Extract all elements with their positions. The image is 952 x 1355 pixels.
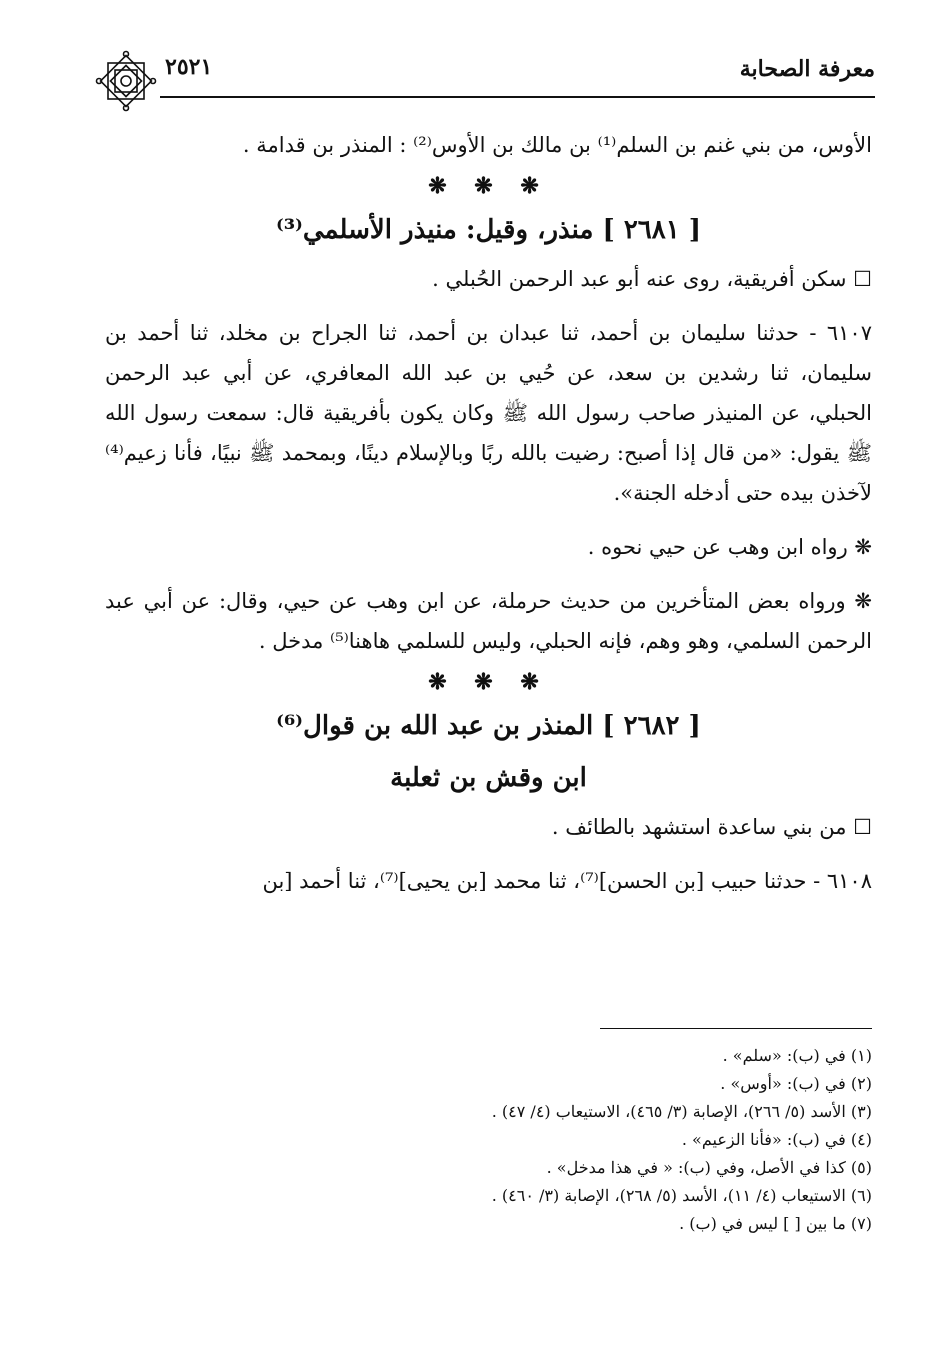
octagram-ornament-icon <box>95 50 157 112</box>
page-header <box>95 50 875 100</box>
section-separator: ❋ ❋ ❋ <box>428 173 549 199</box>
main-text <box>105 125 872 901</box>
entry-note-2682: ☐ من بني ساعدة استشهد بالطائف . <box>551 815 872 839</box>
entry-heading-2681: [ ٢٦٨١ ] منذر، وقيل: منيذر الأسلمي⁽³⁾ <box>275 215 702 245</box>
narration-note-1: ❋ رواه ابن وهب عن حيي نحوه . <box>587 535 872 559</box>
entry-note-2681: ☐ سكن أفريقية، روى عنه أبو عبد الرحمن الحُبلي . <box>432 267 872 291</box>
footnote: (٤) في (ب): «فأنا الزعيم» . <box>681 1130 872 1149</box>
running-title: معرفة الصحابة <box>739 56 875 82</box>
entry-heading-2682: [ ٢٦٨٢ ] المنذر بن عبد الله بن قوال⁽⁶⁾ <box>276 711 701 741</box>
hadith-6108: ٦١٠٨ - حدثنا حبيب [بن الحسن]⁽⁷⁾، ثنا محمد [بن يحيى]⁽⁷⁾، ثنا أحمد [بن <box>262 869 872 893</box>
footnote: (٢) في (ب): «أوس» . <box>720 1074 872 1093</box>
hadith-6107: ٦١٠٧ - حدثنا سليمان بن أحمد، ثنا عبدان بن أحمد، ثنا الجراح بن مخلد، ثنا أحمد بن سليمان، ثنا رشدين بن سعد، عن حُيي بن عبد الله المعافري، عن أبي عبد الرحمن الحبلي، عن المنيذر صاحب رسول الله ﷺ وكان يكون بأفريقية قال: سمعت رسول الله ﷺ يقول: «من قال إذا أصبح: رضيت بالله ربًا وبالإسلام دينًا، وبمحمد ﷺ نبيًا، فأنا زعيم⁽⁴⁾ لآخذن بيده حتى أدخله الجنة». <box>105 321 872 505</box>
header-rule <box>160 96 875 98</box>
footnote: (٥) كذا في الأصل، وفي (ب): « في هذا مدخل» . <box>546 1158 872 1177</box>
paragraph-continuation: الأوس، من بني غنم بن السلم⁽¹⁾ بن مالك بن الأوس⁽²⁾ : المنذر بن قدامة . <box>242 133 872 157</box>
section-separator: ❋ ❋ ❋ <box>428 669 549 695</box>
footnote: (٧) ما بين [ ] ليس في (ب) . <box>679 1214 872 1233</box>
footnote: (٦) الاستيعاب (٤/ ١١)، الأسد (٥/ ٢٦٨)، الإصابة (٣/ ٤٦٠) . <box>491 1186 872 1205</box>
footnote-rule <box>600 1028 872 1029</box>
footnotes <box>172 1042 872 1238</box>
entry-heading-2682-continued: ابن وقش بن ثعلبة <box>390 763 587 793</box>
footnote: (١) في (ب): «سلم» . <box>722 1046 872 1065</box>
narration-note-2: ❋ ورواه بعض المتأخرين من حديث حرملة، عن ابن وهب عن حيي، وقال: عن أبي عبد الرحمن السلمي، وهو وهم، فإنه الحبلي، وليس للسلمي هاهنا⁽⁵⁾ مدخل . <box>105 589 872 653</box>
footnote: (٣) الأسد (٥/ ٢٦٦)، الإصابة (٣/ ٤٦٥)، الاستيعاب (٤/ ٤٧) . <box>491 1102 872 1121</box>
page-number: ٢٥٢١ <box>165 54 213 80</box>
